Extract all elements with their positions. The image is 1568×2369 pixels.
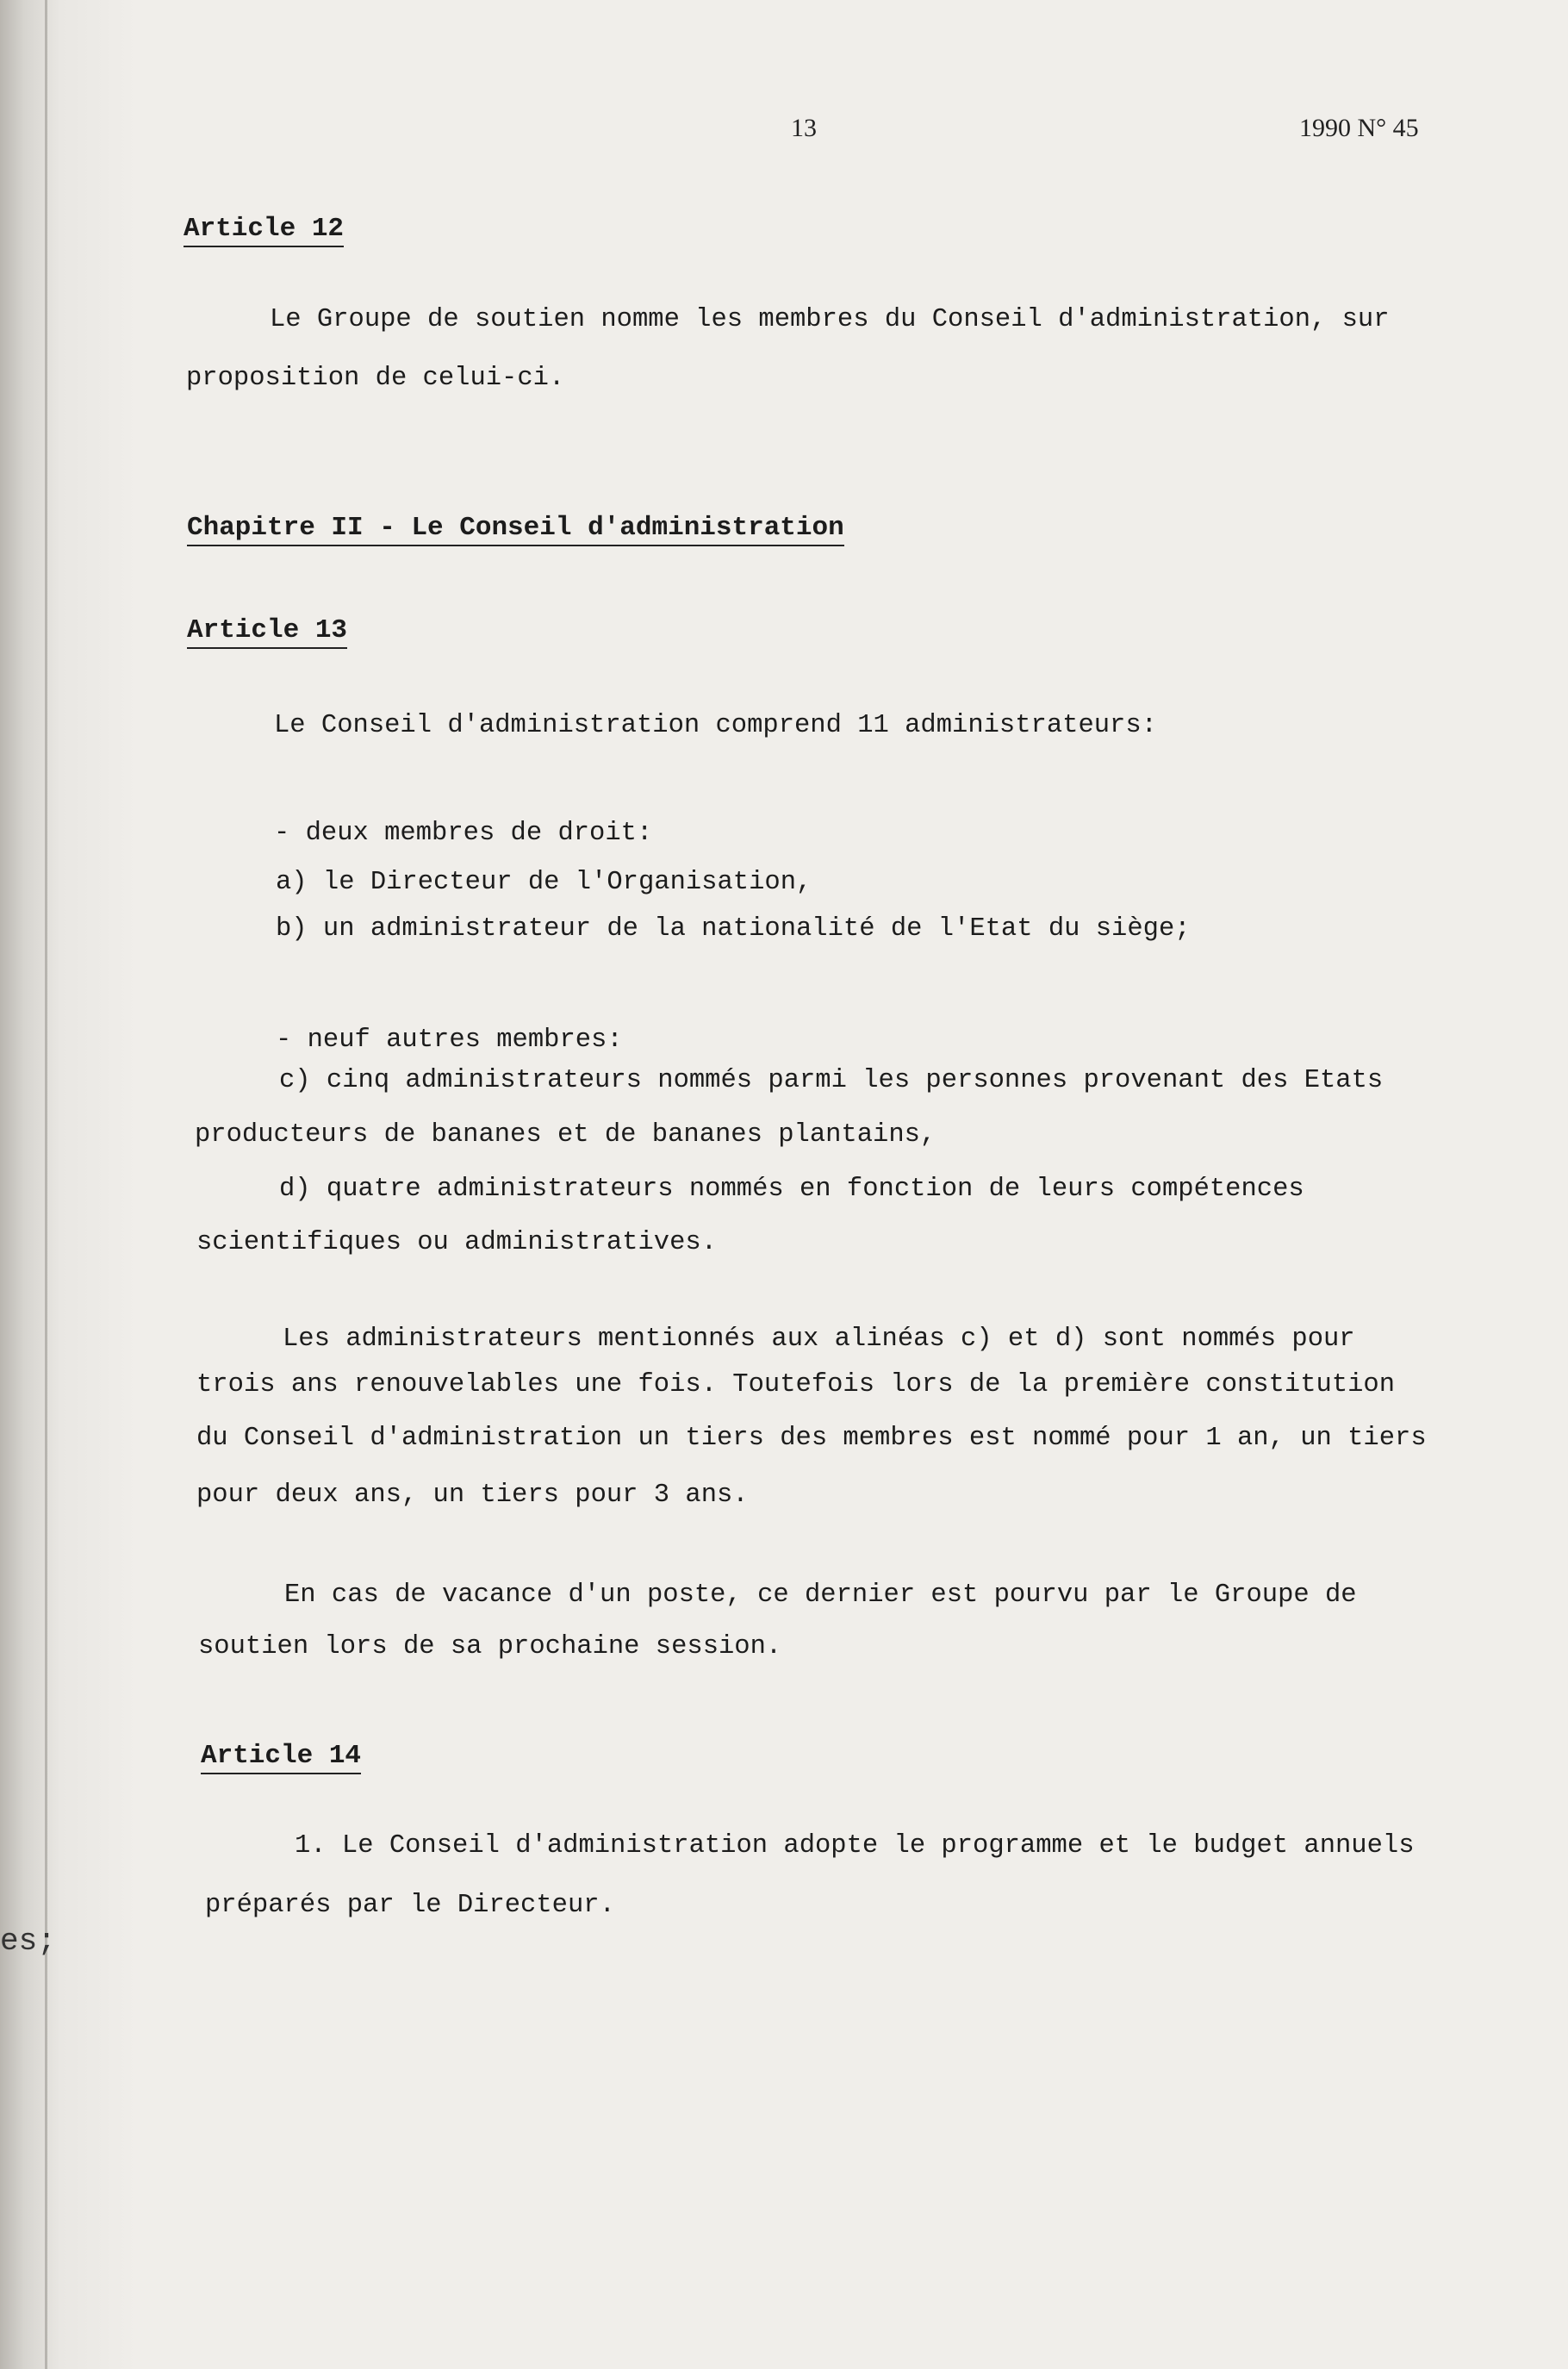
article-12-text-line: Le Groupe de soutien nomme les membres du Conseil d'administration, sur bbox=[270, 305, 1390, 334]
article-12-heading: Article 12 bbox=[184, 214, 344, 247]
article-13-list-heading: - neuf autres membres: bbox=[276, 1026, 623, 1055]
article-13-item-a: a) le Directeur de l'Organisation, bbox=[276, 868, 812, 897]
article-14-heading: Article 14 bbox=[201, 1741, 361, 1774]
article-14-text-line: 1. Le Conseil d'administration adopte le programme et le budget annuels bbox=[295, 1831, 1415, 1861]
article-13-text-line: soutien lors de sa prochaine session. bbox=[198, 1632, 782, 1661]
article-13-text-line: pour deux ans, un tiers pour 3 ans. bbox=[196, 1481, 749, 1510]
article-13-text-line: Les administrateurs mentionnés aux alinéas c) et d) sont nommés pour bbox=[283, 1325, 1355, 1354]
article-13-text-line: trois ans renouvelables une fois. Toutefois lors de la première constitution bbox=[196, 1370, 1396, 1400]
article-13-intro: Le Conseil d'administration comprend 11 administrateurs: bbox=[274, 711, 1157, 740]
article-13-item-c: c) cinq administrateurs nommés parmi les personnes provenant des Etats bbox=[279, 1066, 1384, 1095]
article-12-text-line: proposition de celui-ci. bbox=[186, 364, 565, 393]
article-14-text-line: préparés par le Directeur. bbox=[205, 1891, 615, 1920]
article-13-list-heading: - deux membres de droit: bbox=[274, 819, 653, 848]
article-13-item-c-cont: producteurs de bananes et de bananes plantains, bbox=[195, 1120, 936, 1150]
article-13-heading: Article 13 bbox=[187, 615, 347, 649]
article-13-item-b: b) un administrateur de la nationalité de l'Etat du siège; bbox=[276, 914, 1191, 944]
chapter-2-heading: Chapitre II - Le Conseil d'administration bbox=[187, 513, 844, 546]
document-reference: 1990 N° 45 bbox=[1299, 114, 1419, 142]
article-13-text-line: du Conseil d'administration un tiers des membres est nommé pour 1 an, un tiers bbox=[196, 1424, 1427, 1453]
article-13-item-d-cont: scientifiques ou administratives. bbox=[196, 1228, 717, 1257]
binding-shadow bbox=[45, 0, 47, 2369]
article-13-item-d: d) quatre administrateurs nommés en fonction de leurs compétences bbox=[279, 1175, 1304, 1204]
margin-text: es; bbox=[0, 1923, 56, 1959]
article-13-text-line: En cas de vacance d'un poste, ce dernier est pourvu par le Groupe de bbox=[284, 1580, 1357, 1610]
page-number: 13 bbox=[791, 114, 817, 142]
